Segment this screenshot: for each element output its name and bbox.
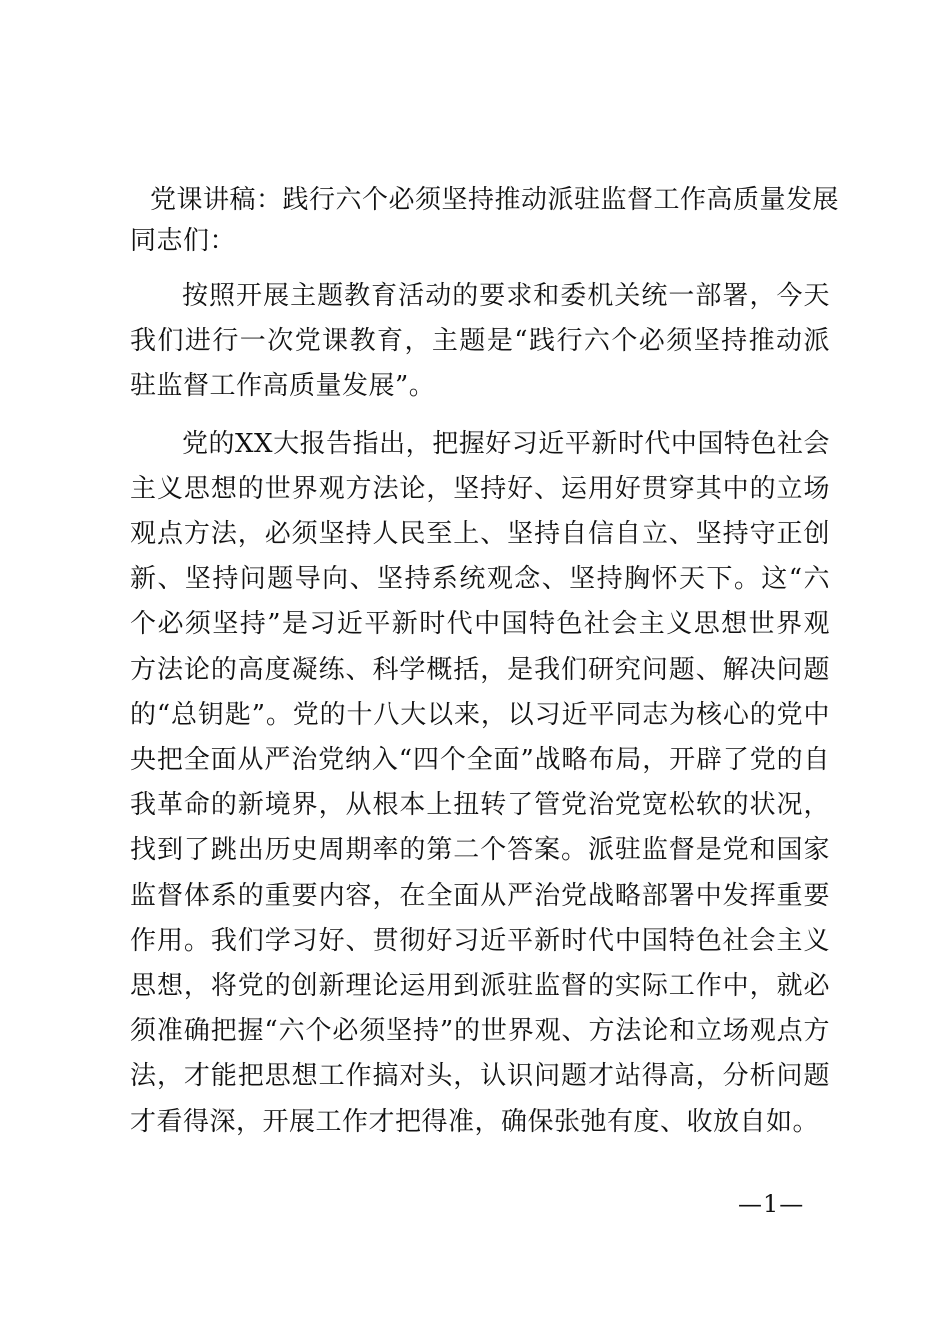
document-body xyxy=(130,180,840,1157)
paragraph-intro: 按照开展主题教育活动的要求和委机关统一部署，今天我们进行一次党课教育，主题是“践行六个必须坚持推动派驻监督工作高质量发展”。 xyxy=(130,281,830,402)
salutation: 同志们： xyxy=(130,226,237,256)
document-title: 党课讲稿：践行六个必须坚持推动派驻监督工作高质量发展 xyxy=(150,185,840,215)
paragraph-main: 党的XX大报告指出，把握好习近平新时代中国特色社会主义思想的世界观方法论，坚持好、运用好贯穿其中的立场观点方法，必须坚持人民至上、坚持自信自立、坚持守正创新、坚持问题导向、坚持系统观念、坚持胸怀天下。这“六个必须坚持”是习近平新时代中国特色社会主义思想世界观方法论的高度凝练、科学概括，是我们研究问题、解决问题的“总钥匙”。党的十八大以来，以习近平同志为核心的党中央把全面从严治党纳入“四个全面”战略布局，开辟了党的自我革命的新境界，从根本上扭转了管党治党宽松软的状况，找到了跳出历史周期率的第二个答案。派驻监督是党和国家监督体系的重要内容，在全面从严治党战略部署中发挥重要作用。我们学习好、贯彻好习近平新时代中国特色社会主义思想，将党的创新理论运用到派驻监督的实际工作中，就必须准确把握“六个必须坚持”的世界观、方法论和立场观点方法，才能把思想工作搞对头，认识问题才站得高，分析问题才看得深，开展工作才把得准，确保张弛有度、收放自如。 xyxy=(130,428,830,1137)
page-number: —1— xyxy=(738,1190,805,1218)
